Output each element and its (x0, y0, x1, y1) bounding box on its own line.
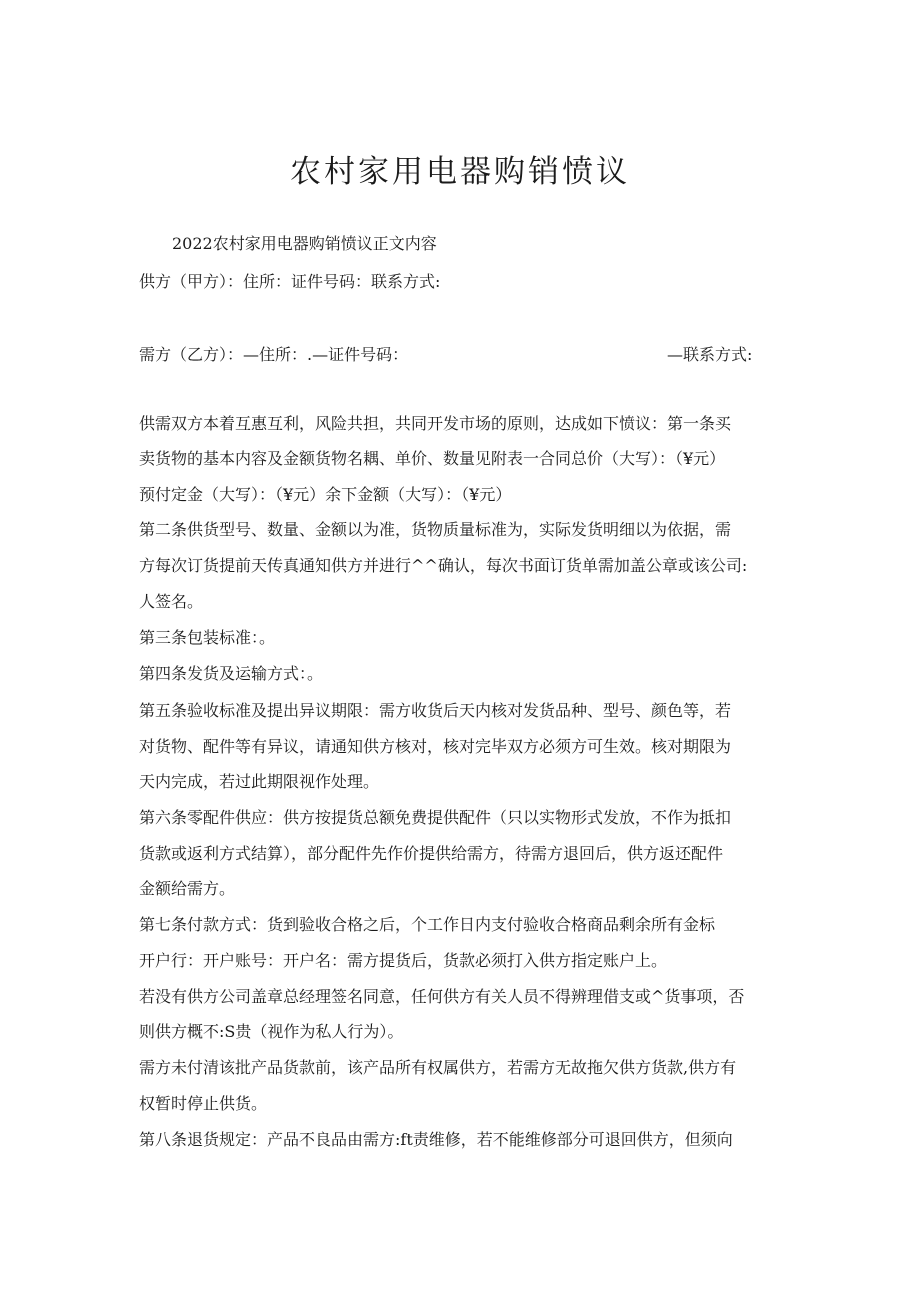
body-line: 需方未付清该批产品货款前，该产品所有权属供方，若需方无故拖欠供方货款,供方有 (139, 1058, 737, 1077)
body-line: 则供方概不:S贵（视作为私人行为）。 (139, 1022, 404, 1041)
buyer-line-right: —联系方式: (667, 345, 753, 364)
body-line: 第八条退货规定：产品不良品由需方:ft责维修，若不能维修部分可退回供方，但须向 (139, 1130, 733, 1149)
body-line: 人签名。 (139, 592, 204, 611)
buyer-line-left: 需方（乙方）：—住所：.—证件号码： (139, 345, 409, 364)
body-line: 第三条包装标准：。 (139, 628, 276, 647)
supplier-line: 供方（甲方）：住所：证件号码：联系方式: (139, 272, 441, 291)
body-line: 第七条付款方式：货到验收合格之后，个工作日内支付验收合格商品剩余所有金标 (139, 915, 716, 934)
body-line: 第二条供货型号、数量、金额以为准，货物质量标准为，实际发货明细以为依据，需 (139, 520, 732, 539)
body-line: 若没有供方公司盖章总经理签名同意，任何供方有关人员不得辨理借支或^货事项，否 (139, 987, 745, 1006)
body-line: 金额给需方。 (139, 879, 236, 898)
document-subtitle: 2022农村家用电器购销愤议正文内容 (172, 234, 437, 253)
body-line: 卖货物的基本内容及金额货物名耦、单价、数量见附表一合同总价（大写）：（¥元） (139, 449, 726, 468)
document-title: 农村家用电器购销愤议 (290, 154, 630, 190)
body-line: 第四条发货及运输方式：。 (139, 664, 324, 683)
body-line: 天内完成，若过此期限视作处理。 (139, 772, 380, 791)
body-line: 对货物、配件等有异议，请通知供方核对，核对完毕双方必须方可生效。核对期限为 (139, 737, 732, 756)
body-line: 权暂时停止供货。 (139, 1094, 268, 1113)
body-line: 开户行：开户账号：开户名：需方提货后，货款必须打入供方指定账户上。 (139, 951, 668, 970)
body-line: 货款或返利方式结算），部分配件先作价提供给需方，待需方退回后，供方返还配件 (139, 844, 724, 863)
body-line: 第五条验收标准及提出异议期限：需方收货后天内核对发货品种、型号、颜色等，若 (139, 701, 732, 720)
body-line: 预付定金（大写）：（¥元）余下金额（大写）：（¥元） (139, 485, 512, 504)
body-line: 第六条零配件供应：供方按提货总额免费提供配件（只以实物形式发放，不作为抵扣 (139, 808, 732, 827)
body-line: 方每次订货提前天传真通知供方并进行^^确认，每次书面订货单需加盖公章或该公司: (139, 556, 748, 575)
body-line: 供需双方本着互惠互利，风险共担，共同开发市场的原则，达成如下愤议：第一条买 (139, 414, 732, 433)
